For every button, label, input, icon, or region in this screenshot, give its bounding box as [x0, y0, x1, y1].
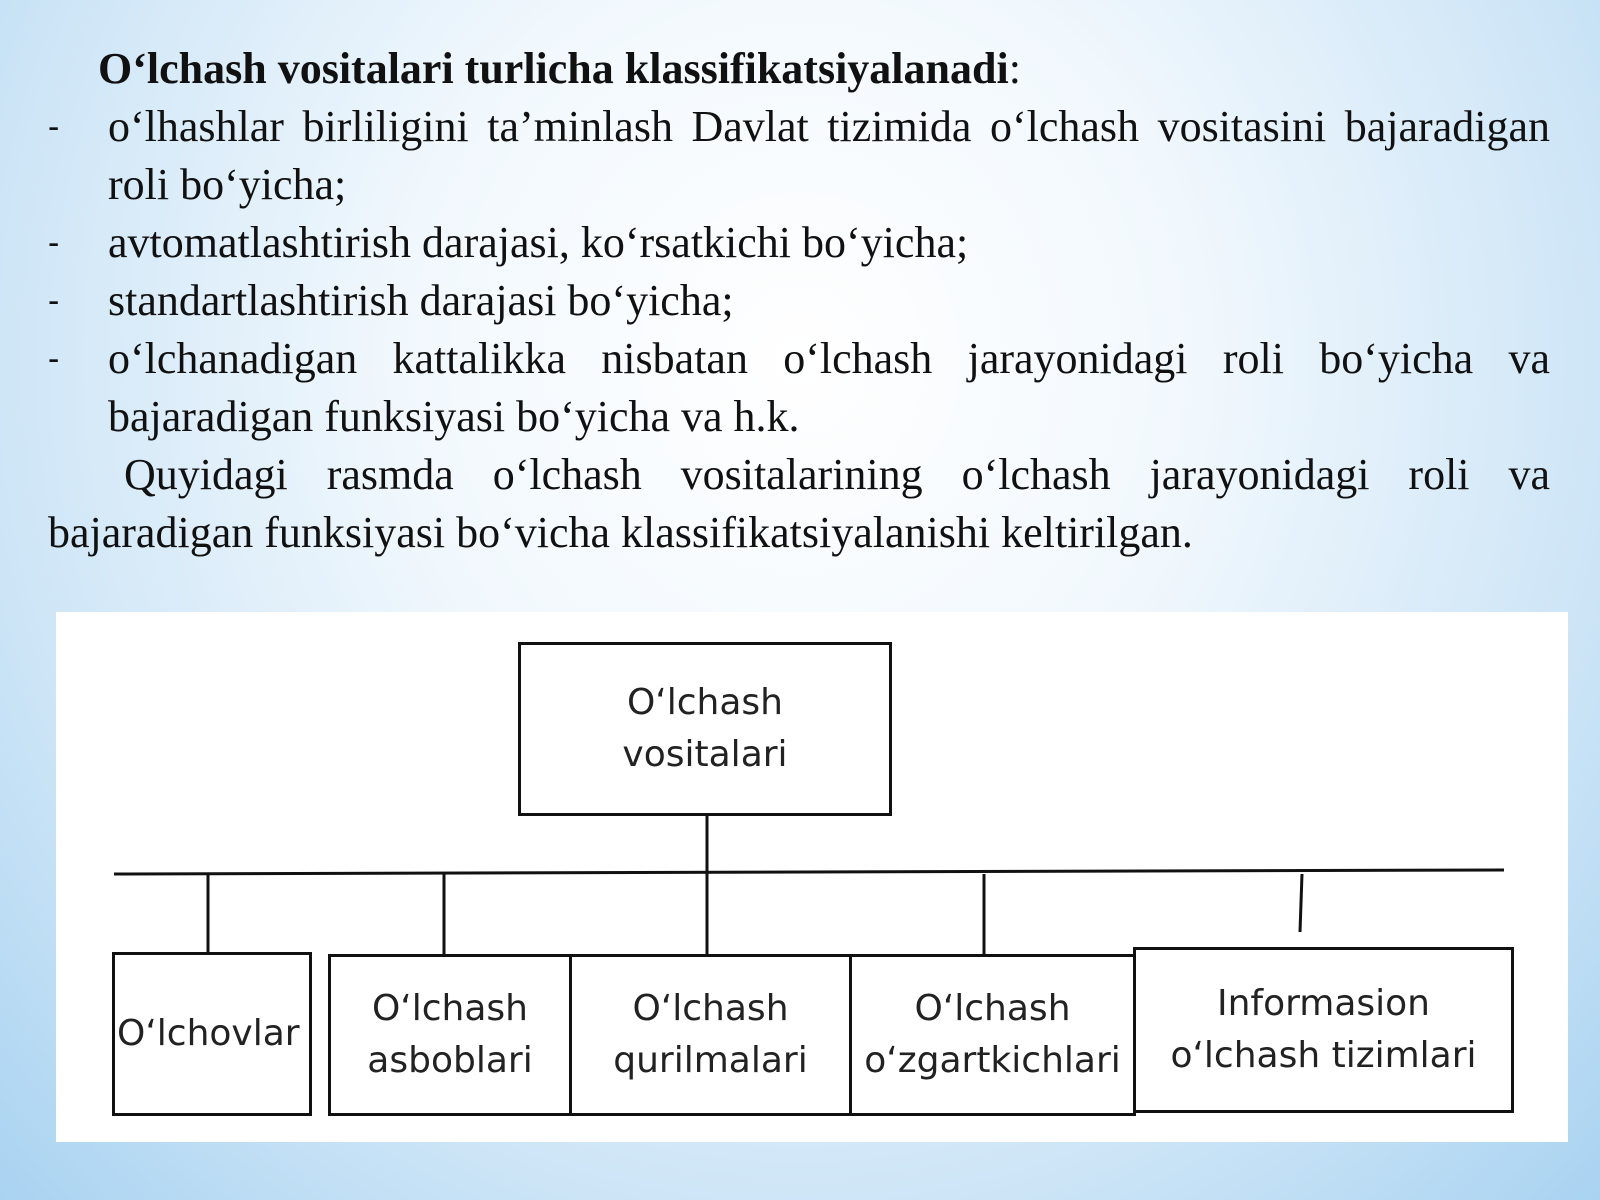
node-child: O‘lchash o‘zgartkichlari — [849, 954, 1136, 1116]
node-child: O‘lchovlar — [112, 952, 312, 1116]
slide-text — [48, 40, 1550, 562]
bullet-list — [48, 98, 1550, 446]
bullet-text: o‘lhashlar birliligini ta’minlash Davlat tizimida o‘lchash vositasini bajaradigan roli bo‘yicha; — [108, 102, 1550, 209]
heading-colon: : — [1008, 44, 1021, 93]
node-root: O‘lchash vositalari — [518, 642, 892, 816]
bullet-item — [48, 330, 1550, 446]
bullet-text: avtomatlashtirish darajasi, ko‘rsatkichi bo‘yicha; — [108, 218, 969, 267]
child-connector — [1300, 874, 1302, 932]
bullet-item — [48, 272, 1550, 330]
bullet-dash: - — [48, 224, 60, 262]
node-child: O‘lchash qurilmalari — [569, 954, 852, 1116]
bullet-dash: - — [48, 282, 60, 320]
bullet-dash: - — [48, 108, 60, 146]
bullet-text: o‘lchanadigan kattalikka nisbatan o‘lchash jarayonidagi roli bo‘yicha va bajaradigan funksiyasi bo‘yicha va h.k. — [108, 334, 1550, 441]
heading — [48, 40, 1550, 98]
bullet-item — [48, 214, 1550, 272]
closing-paragraph: Quyidagi rasmda o‘lchash vositalarining o‘lchash jarayonidagi roli va bajaradigan funksiyasi bo‘vicha klassifikatsiyalanishi keltirilgan. — [48, 450, 1550, 557]
bullet-text: standartlashtirish darajasi bo‘yicha; — [108, 276, 734, 325]
bullet-dash: - — [48, 340, 60, 378]
heading-bold-text: O‘lchash vositalari turlicha klassifikatsiyalanadi — [98, 44, 1009, 93]
horizontal-bus — [114, 870, 1504, 874]
bullet-item — [48, 98, 1550, 214]
node-child: O‘lchash asboblari — [328, 954, 572, 1116]
node-child: Informasion o‘lchash tizimlari — [1133, 947, 1514, 1113]
classification-diagram — [56, 612, 1568, 1142]
